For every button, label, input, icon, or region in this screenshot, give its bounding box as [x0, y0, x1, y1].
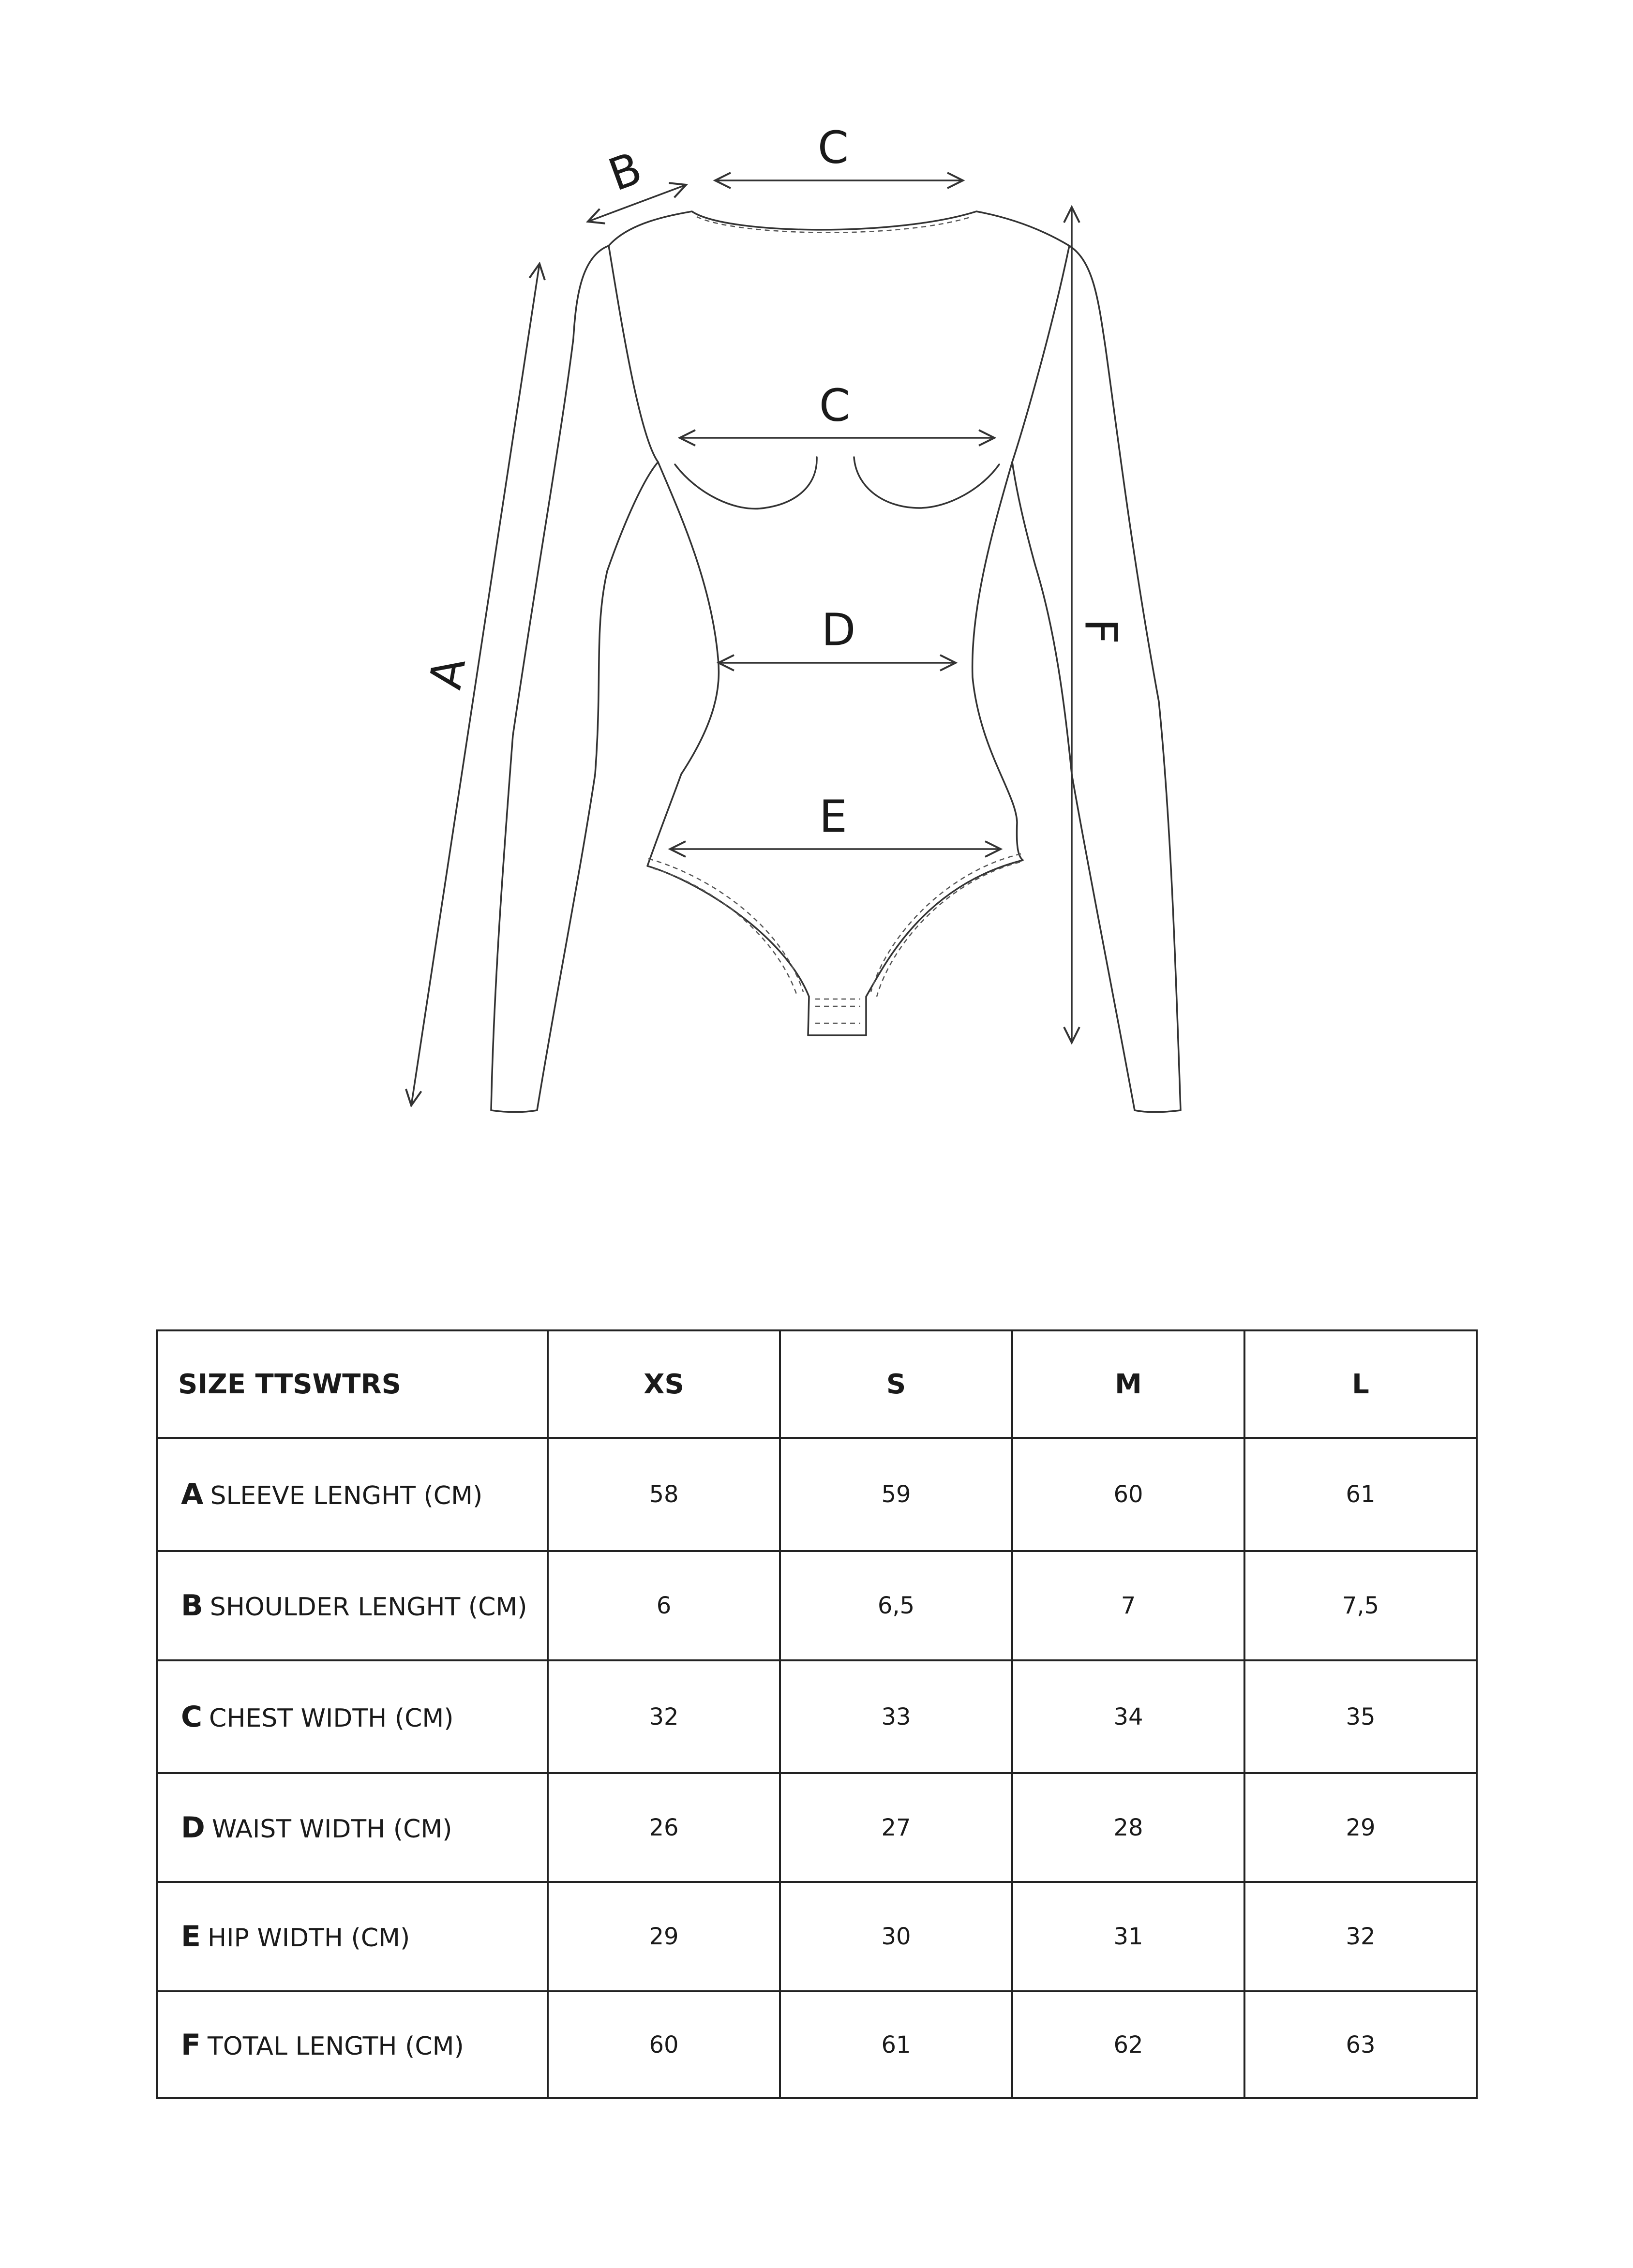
row-label-text: TOTAL LENGTH (CM) [208, 2031, 464, 2061]
table-row [157, 1882, 1477, 1991]
table-cell: 62 [1012, 1991, 1244, 2098]
table-row [157, 1438, 1477, 1551]
label-c-chest: C [819, 379, 851, 432]
table-cell: 27 [780, 1773, 1012, 1882]
row-label-text: SLEEVE LENGHT (CM) [210, 1481, 483, 1510]
size-header: S [780, 1330, 1012, 1438]
table-header-row [157, 1330, 1477, 1438]
row-label-text: WAIST WIDTH (CM) [211, 1814, 452, 1844]
row-label [157, 1438, 548, 1551]
table-cell: 59 [780, 1438, 1012, 1551]
table-title: SIZE TTSWTRS [157, 1330, 548, 1438]
row-label [157, 1773, 548, 1882]
table-cell: 34 [1012, 1660, 1244, 1773]
label-b: B [602, 142, 648, 202]
table-row [157, 1660, 1477, 1773]
table-cell: 60 [1012, 1438, 1244, 1551]
table-cell: 35 [1244, 1660, 1477, 1773]
row-label [157, 1991, 548, 2098]
table-cell: 29 [548, 1882, 780, 1991]
table-cell: 26 [548, 1773, 780, 1882]
table-cell: 7 [1012, 1551, 1244, 1660]
table-cell: 32 [548, 1660, 780, 1773]
table-row [157, 1551, 1477, 1660]
row-code: F [181, 2028, 201, 2062]
row-label [157, 1660, 548, 1773]
row-label [157, 1882, 548, 1991]
row-code: B [181, 1589, 203, 1623]
row-label-text: CHEST WIDTH (CM) [209, 1703, 454, 1733]
size-header: L [1244, 1330, 1477, 1438]
garment-outline [491, 211, 1181, 1112]
label-c-top: C [817, 121, 849, 174]
label-d: D [821, 604, 856, 656]
table-cell: 7,5 [1244, 1551, 1477, 1660]
table-cell: 6 [548, 1551, 780, 1660]
table-cell: 32 [1244, 1882, 1477, 1991]
row-code: D [181, 1810, 205, 1845]
table-cell: 30 [780, 1882, 1012, 1991]
table-cell: 61 [780, 1991, 1012, 2098]
row-label [157, 1551, 548, 1660]
table-cell: 6,5 [780, 1551, 1012, 1660]
row-code: E [181, 1920, 201, 1954]
table-cell: 60 [548, 1991, 780, 2098]
table-cell: 28 [1012, 1773, 1244, 1882]
size-header: XS [548, 1330, 780, 1438]
table-cell: 58 [548, 1438, 780, 1551]
size-header: M [1012, 1330, 1244, 1438]
label-e: E [819, 791, 848, 843]
size-chart-table [156, 1329, 1478, 2099]
row-label-text: SHOULDER LENGHT (CM) [210, 1593, 527, 1622]
table-cell: 61 [1244, 1438, 1477, 1551]
table-cell: 29 [1244, 1773, 1477, 1882]
label-a: A [419, 654, 476, 693]
row-label-text: HIP WIDTH (CM) [208, 1924, 410, 1953]
row-code: C [181, 1700, 203, 1734]
row-code: A [181, 1477, 204, 1511]
table-cell: 33 [780, 1660, 1012, 1773]
table-cell: 31 [1012, 1882, 1244, 1991]
table-cell: 63 [1244, 1991, 1477, 2098]
label-f: F [1075, 618, 1127, 644]
table-row [157, 1773, 1477, 1882]
table-row [157, 1991, 1477, 2098]
